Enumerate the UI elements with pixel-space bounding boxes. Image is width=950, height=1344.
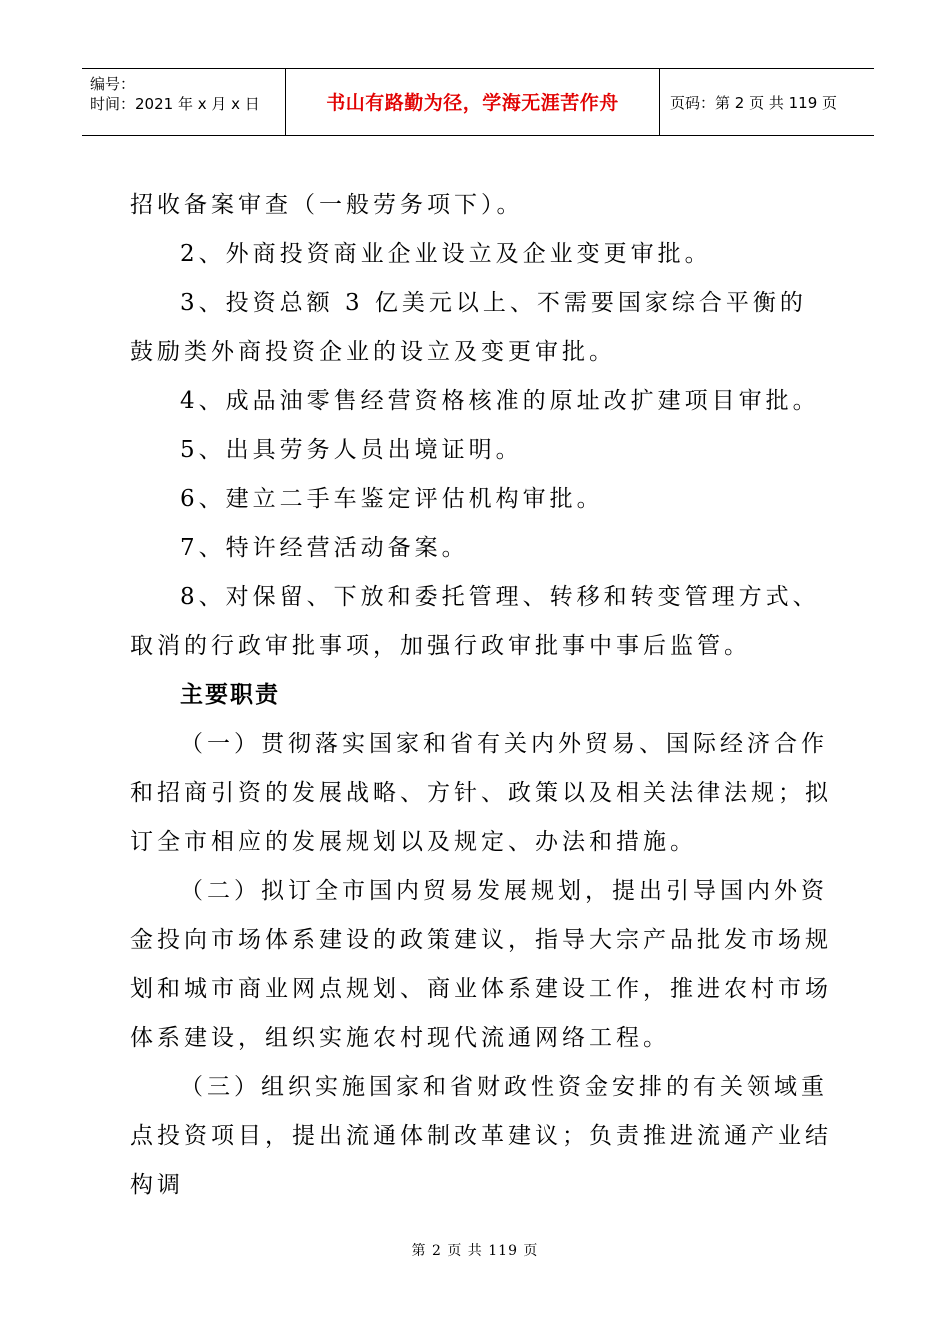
document-number-label: 编号： (90, 75, 136, 93)
header-page-info: 页码：第 2 页 共 119 页 (670, 94, 838, 112)
header-motto: 书山有路勤为径，学海无涯苦作舟 (286, 69, 660, 135)
body-line: 6、建立二手车鉴定评估机构审批。 (180, 486, 604, 512)
header-meta (82, 69, 286, 135)
body-line: 2、外商投资商业企业设立及企业变更审批。 (180, 241, 712, 267)
body-line: 3、投资总额 3 亿美元以上、不需要国家综合平衡的鼓励类外商投资企业的设立及变更审批。 (130, 290, 807, 365)
document-body (130, 181, 832, 1210)
page-footer: 第 2 页 共 119 页 (411, 1243, 539, 1259)
body-line: 4、成品油零售经营资格核准的原址改扩建项目审批。 (180, 388, 820, 414)
duty-paragraph: （一）贯彻落实国家和省有关内外贸易、国际经济合作和招商引资的发展战略、方针、政策以及相关法律法规；拟订全市相应的发展规划以及规定、办法和措施。 (130, 731, 832, 855)
duty-paragraph: （二）拟订全市国内贸易发展规划，提出引导国内外资金投向市场体系建设的政策建议，指导大宗产品批发市场规划和城市商业网点规划、商业体系建设工作，推进农村市场体系建设，组织实施农村现代流通网络工程。 (130, 878, 832, 1051)
body-line: 招收备案审查（一般劳务项下）。 (130, 192, 524, 218)
section-heading: 主要职责 (180, 682, 280, 708)
page-header (82, 68, 874, 136)
body-line: 8、对保留、下放和委托管理、转移和转变管理方式、取消的行政审批事项，加强行政审批事中事后监管。 (130, 584, 820, 659)
duty-paragraph: （三）组织实施国家和省财政性资金安排的有关领域重点投资项目，提出流通体制改革建议；负责推进流通产业结构调 (130, 1074, 832, 1198)
body-line: 7、特许经营活动备案。 (180, 535, 469, 561)
body-line: 5、出具劳务人员出境证明。 (180, 437, 523, 463)
document-date: 时间：2021 年 x 月 x 日 (90, 95, 260, 113)
